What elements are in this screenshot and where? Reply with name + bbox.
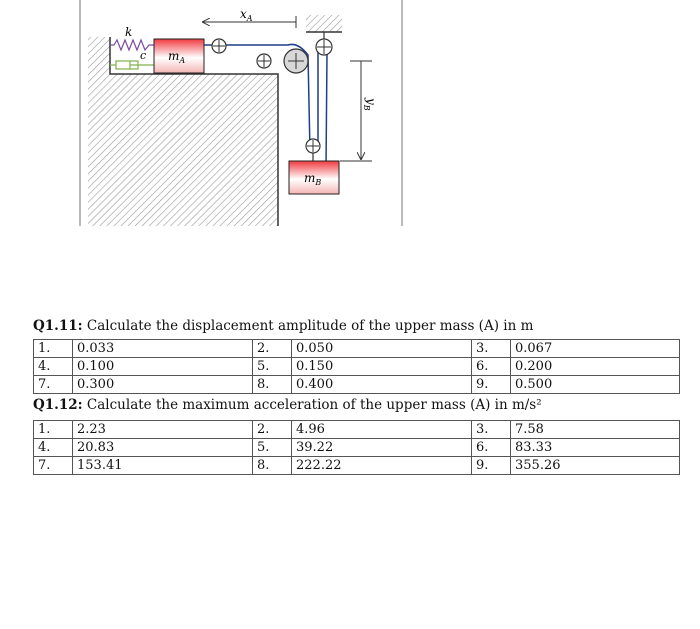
option-number: 6. (472, 439, 511, 457)
ceiling-block (306, 15, 342, 32)
option-number: 5. (253, 358, 292, 376)
pulley-small-2 (257, 54, 271, 68)
option-value: 39.22 (292, 439, 472, 457)
pulley-small-1 (212, 39, 226, 53)
option-number: 1. (34, 421, 73, 439)
option-value: 0.200 (511, 358, 680, 376)
disp-y-label: $y_B$ (362, 98, 378, 111)
option-value: 153.41 (73, 457, 253, 475)
option-number: 2. (253, 421, 292, 439)
option-value: 4.96 (292, 421, 472, 439)
option-number: 9. (472, 457, 511, 475)
question-q1-12-title (33, 397, 542, 413)
table-row (34, 421, 680, 439)
mechanism-figure (0, 0, 700, 240)
option-number: 4. (34, 439, 73, 457)
option-value: 83.33 (511, 439, 680, 457)
table-row (34, 376, 680, 394)
option-value: 0.150 (292, 358, 472, 376)
table-row (34, 457, 680, 475)
option-value: 0.500 (511, 376, 680, 394)
mass-a-label: $m_A$ (168, 49, 186, 65)
option-number: 5. (253, 439, 292, 457)
table-row (34, 340, 680, 358)
option-number: 4. (34, 358, 73, 376)
option-value: 0.100 (73, 358, 253, 376)
option-value: 20.83 (73, 439, 253, 457)
pulley-hanging (306, 139, 320, 161)
option-value: 0.300 (73, 376, 253, 394)
option-value: 0.050 (292, 340, 472, 358)
option-number: 3. (472, 340, 511, 358)
option-value: 2.23 (73, 421, 253, 439)
table-row (34, 358, 680, 376)
answer-table-q1-12 (33, 420, 680, 475)
option-value: 355.26 (511, 457, 680, 475)
option-number: 7. (34, 376, 73, 394)
table-row (34, 439, 680, 457)
option-number: 6. (472, 358, 511, 376)
pulley-corner (284, 49, 308, 73)
answer-table-q1-11 (33, 339, 680, 394)
question-text: Calculate the maximum acceleration of the upper mass (A) in m/s² (86, 397, 542, 413)
option-number: 8. (253, 457, 292, 475)
disp-x-label: $x_A$ (240, 7, 253, 23)
mass-b-label: $m_B$ (304, 171, 322, 187)
option-number: 3. (472, 421, 511, 439)
question-text: Calculate the displacement amplitude of the upper mass (A) in m (86, 318, 534, 334)
option-value: 0.033 (73, 340, 253, 358)
option-value: 0.400 (292, 376, 472, 394)
question-number: Q1.12: (33, 397, 83, 413)
option-value: 0.067 (511, 340, 680, 358)
option-number: 1. (34, 340, 73, 358)
question-q1-11-title (33, 318, 533, 334)
question-number: Q1.11: (33, 318, 83, 334)
option-value: 222.22 (292, 457, 472, 475)
option-value: 7.58 (511, 421, 680, 439)
option-number: 2. (253, 340, 292, 358)
pulley-ceiling (316, 32, 332, 55)
spring-label: k (125, 25, 133, 39)
option-number: 7. (34, 457, 73, 475)
spring (110, 40, 154, 50)
option-number: 9. (472, 376, 511, 394)
option-number: 8. (253, 376, 292, 394)
damper-label: c (140, 49, 147, 62)
